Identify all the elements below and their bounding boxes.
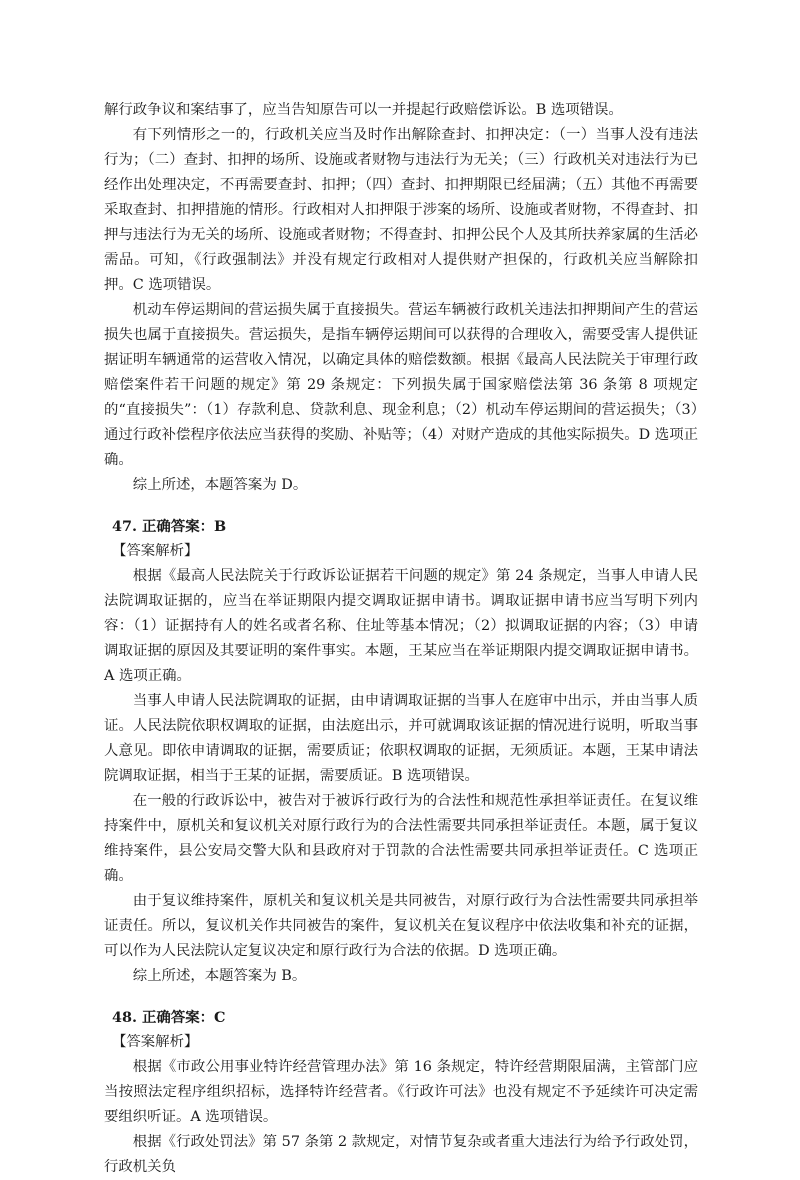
paragraph-continuation: 解行政争议和案结事了，应当告知原告可以一并提起行政赔偿诉讼。B 选项错误。: [104, 102, 623, 118]
analysis-tag-47: 【答案解析】: [112, 543, 199, 559]
answer-heading-48: 48. 正确答案：C: [112, 1009, 226, 1026]
document-page: [104, 98, 698, 1180]
paragraph-penalty-law: 根据《行政处罚法》第 57 条第 2 款规定，对情节复杂或者重大违法行为给予行政处罚，行政机关负: [104, 1134, 698, 1175]
paragraph-conclusion-47: 综上所述，本题答案为 B。: [132, 968, 307, 984]
paragraph-co-defendant: 由于复议维持案件，原机关和复议机关是共同被告，对原行政行为合法性需要共同承担举证责任。所以，复议机关作共同被告的案件，复议机关在复议程序中依法收集和补充的证据，可以作为人民法院认定复议决定和原行政行为合法的依据。D 选项正确。: [104, 893, 698, 959]
paragraph-franchise: 根据《市政公用事业特许经营管理办法》第 16 条规定，特许经营期限届满，主管部门应当按照法定程序组织招标，选择特许经营者。《行政许可法》也没有规定不予延续许可决定需要组织听证。A 选项错误。: [104, 1059, 698, 1125]
paragraph-seizure-release: 有下列情形之一的，行政机关应当及时作出解除查封、扣押决定：（一）当事人没有违法行为；（二）查封、扣押的场所、设施或者财物与违法行为无关；（三）行政机关对违法行为已经作出处理决定，不再需要查封、扣押；（四）查封、扣押期限已经届满；（五）其他不再需要采取查封、扣押措施的情形。行政相对人扣押限于涉案的场所、设施或者财物，不得查封、扣押与违法行为无关的场所、设施或者财物；不得查封、扣押公民个人及其所扶养家属的生活必需品。可知，《行政强制法》并没有规定行政相对人提供财产担保的，行政机关应当解除扣押。C 选项错误。: [104, 127, 698, 293]
paragraph-evidence-request: 根据《最高人民法院关于行政诉讼证据若干问题的规定》第 24 条规定，当事人申请人民法院调取证据的，应当在举证期限内提交调取证据申请书。调取证据申请书应当写明下列内容：（1）证据持有人的姓名或者名称、住址等基本情况；（2）拟调取证据的内容；（3）申请调取证据的原因及其要证明的案件事实。本题，王某应当在举证期限内提交调取证据申请书。A 选项正确。: [104, 568, 698, 684]
paragraph-operating-loss: 机动车停运期间的营运损失属于直接损失。营运车辆被行政机关违法扣押期间产生的营运损失也属于直接损失。营运损失，是指车辆停运期间可以获得的合理收入，需要受害人提供证据证明车辆通常的运营收入情况，以确定具体的赔偿数额。根据《最高人民法院关于审理行政赔偿案件若干问题的规定》第 29 条规定：下列损失属于国家赔偿法第 36 条第 8 项规定的“直接损失”：（1）存款利息、贷款利息、现金利息；（2）机动车停运期间的营运损失；（3）通过行政补偿程序依法应当获得的奖励、补贴等；（4）对财产造成的其他实际损失。D 选项正确。: [104, 302, 698, 468]
analysis-tag-48: 【答案解析】: [112, 1034, 199, 1050]
paragraph-cross-examination: 当事人申请人民法院调取的证据，由申请调取证据的当事人在庭审中出示，并由当事人质证。人民法院依职权调取的证据，由法庭出示，并可就调取该证据的情况进行说明，听取当事人意见。即依申请调取的证据，需要质证；依职权调取的证据，无须质证。本题，王某申请法院调取证据，相当于王某的证据，需要质证。B 选项错误。: [104, 693, 698, 784]
paragraph-conclusion-46: 综上所述，本题答案为 D。: [132, 477, 308, 493]
paragraph-burden-of-proof: 在一般的行政诉讼中，被告对于被诉行政行为的合法性和规范性承担举证责任。在复议维持案件中，原机关和复议机关对原行政行为的合法性需要共同承担举证责任。本题，属于复议维持案件，县公安局交警大队和县政府对于罚款的合法性需要共同承担举证责任。C 选项正确。: [104, 793, 698, 884]
answer-heading-47: 47. 正确答案：B: [112, 518, 227, 535]
